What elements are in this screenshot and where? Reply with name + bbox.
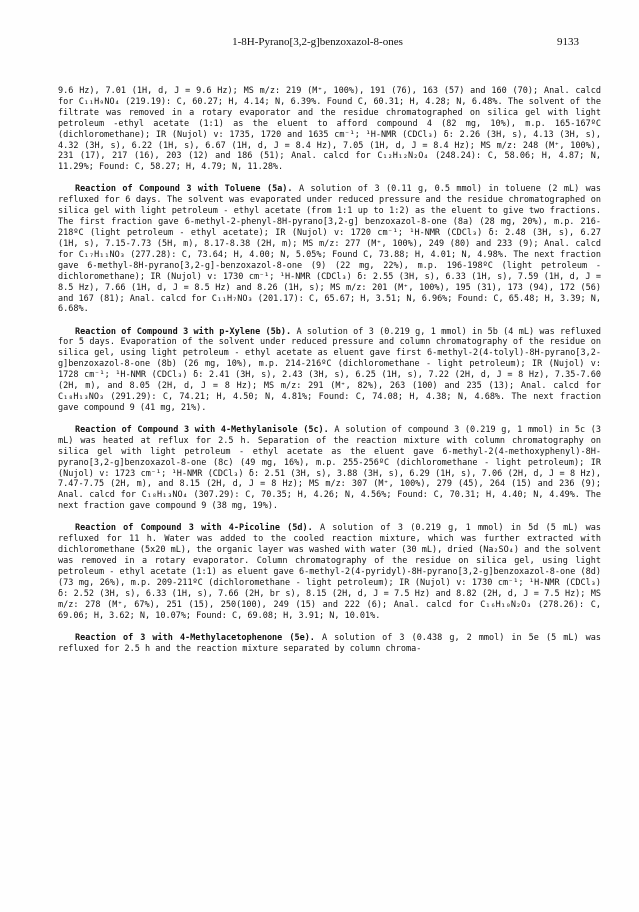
paragraph-methylanisole-reaction [58,425,601,512]
paragraph-heading: Reaction of 3 with 4-Methylacetophenone (5e). [75,632,315,643]
paragraph-text: A solution of 3 (0.219 g, 1 mmol) in 5d (5 mL) was refluxed for 11 h. Water was added to the cooled reaction mixture, which was further extracted with dichloromethane (5x20 mL), the organic layer was washed with water (30 mL), dried (Na₂SO₄) and the solvent was removed in a rotary evaporator. Column chromatography of the residue on silica gel, using light petroleum - ethyl acetate (1:1) as eluent gave 6-methyl-2(4-pyridyl)-8H-pyrano[3,2-g]benzoxazol-8-one (8d) (73 mg, 26%), m.p. 209-211ºC (dichloromethane - light petroleum); IR (Nujol) v: 1730 cm⁻¹; ¹H-NMR (CDCl₃) δ: 2.52 (3H, s), 6.33 (1H, s), 7.66 (2H, br s), 8.15 (2H, d, J = 7.5 Hz) and 8.82 (2H, d, J = 7.5 Hz); MS m/z: 278 (M⁺, 67%), 251 (15), 250(100), 249 (15) and 222 (6); Anal. calcd for C₁₆H₁₀N₂O₃ (278.26): C, 69.06; H, 3.62; N, 10.07%; Found: C, 69.08; H, 3.91; N, 10.01%. [58,523,601,621]
paragraph-methylacetophenone-reaction [58,633,601,655]
paragraph-heading: Reaction of Compound 3 with Toluene (5a). [75,184,293,195]
paragraph-picoline-reaction [58,523,601,621]
paragraph-text: A solution of 3 (0.11 g, 0.5 mmol) in toluene (2 mL) was refluxed for 6 days. The solvent was evaporated under reduced pressure and the residue chromatographed on silica gel with light petroleum - ethyl acetate (from 1:1 up to 1:2) as the eluent to give two fractions. The first fraction gave 6-methyl-2-phenyl-8H-pyrano[3,2-g] benzoxazol-8-one (8a) (28 mg, 20%), m.p. 216-218ºC (light petroleum - ethyl acetate); IR (Nujol) v: 1720 cm⁻¹; ¹H-NMR (CDCl₃) δ: 2.48 (3H, s), 6.27 (1H, s), 7.15-7.73 (5H, m), 8.17-8.38 (2H, m); MS m/z: 277 (M⁺, 100%), 249 (80) and 233 (9); Anal. calcd for C₁₇H₁₁NO₃ (277.28): C, 73.64; H, 4.00; N, 5.05%; Found C, 73.88; H, 4.01; N, 4.98%. The next fraction gave 6-methyl-8H-pyrano[3,2-g]-benzoxazol-8-one (9) (22 mg, 22%), m.p. 196-198ºC (light petroleum - dichloromethane); IR (Nujol) v: 1730 cm⁻¹; ¹H-NMR (CDCl₃) δ: 2.55 (3H, s), 6.33 (1H, s), 7.59 (1H, d, J = 8.5 Hz), 7.66 (1H, d, J = 8.5 Hz) and 8.26 (1H, s); MS m/z: 201 (M⁺, 100%), 195 (31), 173 (94), 172 (56) and 167 (81); Anal. calcd for C₁₁H₇NO₃ (201.17): C, 65.67; H, 3.51; N, 6.96%; Found: C, 65.48; H, 3.39; N, 6.68%. [58,184,601,315]
paragraph-text: 9.6 Hz), 7.01 (1H, d, J = 9.6 Hz); MS m/z: 219 (M⁺, 100%), 191 (76), 163 (57) and 160 (70); Anal. calcd for C₁₁H₉NO₄ (219.19): C, 60.27; H, 4.14; N, 6.39%. Found C, 60.31; H, 4.28; N, 6.48%. The solvent of the filtrate was removed in a rotary evaporator and the residue chromatographed on silica gel with light petroleum -ethyl acetate (1:1) as the eluent to afford compound 4 (82 mg, 10%), m.p. 165-167ºC (dichloromethane); IR (Nujol) v: 1735, 1720 and 1635 cm⁻¹; ¹H-NMR (CDCl₃) δ: 2.26 (3H, s), 4.13 (3H, s), 4.32 (3H, s), 6.22 (1H, s), 6.67 (1H, d, J = 8.4 Hz), 7.05 (1H, d, J = 8.4 Hz); MS m/z: 248 (M⁺, 100%), 231 (17), 217 (16), 203 (12) and 186 (51); Anal. calcd for C₁₂H₁₂N₂O₄ (248.24): C, 58.06; H, 4.87; N, 11.29%; Found: C, 58.27; H, 4.79; N, 11.28%. [58,86,601,173]
paragraph-p-xylene-reaction [58,327,601,414]
paragraph-continued [58,86,601,173]
paragraph-heading: Reaction of Compound 3 with 4-Methylanisole (5c). [75,424,329,435]
page-number: 9133 [557,36,579,48]
paragraph-text: A solution of 3 (0.438 g, 2 mmol) in 5e (5 mL) was refluxed for 2.5 h and the reaction mixture separated by column chroma- [58,632,601,654]
paragraph-text: A solution of 3 (0.219 g, 1 mmol) in 5b (4 mL) was refluxed for 5 days. Evaporation of the solvent under reduced pressure and column chromatography of the residue on silica gel, using light petroleum - ethyl acetate as eluent gave first 6-methyl-2(4-tolyl)-8H-pyrano[3,2-g]benzoxazol-8-one (8b) (26 mg, 10%), m.p. 214-216ºC (dichloromethane - light petroleum); IR (Nujol) v: 1728 cm⁻¹; ¹H-NMR (CDCl₃) δ: 2.41 (3H, s), 2.43 (3H, s), 6.25 (1H, s), 7.22 (2H, d, J = 8 Hz), 7.35-7.60 (2H, m), and 8.05 (2H, d, J = 8 Hz); MS m/z: 291 (M⁺, 82%), 263 (100) and 235 (13); Anal. calcd for C₁₈H₁₃NO₃ (291.29): C, 74.21; H, 4.50; N, 4.81%; Found: C, 74.08; H, 4.38; N, 4.68%. The next fraction gave compound 9 (41 mg, 21%). [58,326,601,413]
running-header [56,36,579,52]
article-body [58,86,601,655]
paragraph-text: A solution of compound 3 (0.219 g, 1 mmol) in 5c (3 mL) was heated at reflux for 2.5 h. Separation of the reaction mixture with column chromatography on silica gel with light petroleum - ethyl acetate as the eluent gave 6-methyl-2(4-methoxyphenyl)-8H-pyrano[3,2-g]benzoxazol-8-one (8c) (49 mg, 16%), m.p. 255-256ºC (dichloromethane - light petroleum); IR (Nujol) v: 1723 cm⁻¹; ¹H-NMR (CDCl₃) δ: 2.51 (3H, s), 3.88 (3H, s), 6.29 (1H, s), 7.06 (2H, d, J = 8 Hz), 7.47-7.75 (2H, m), and 8.15 (2H, d, J = 8 Hz); MS m/z: 307 (M⁺, 100%), 279 (45), 264 (15) and 236 (9); Anal. calcd for C₁₈H₁₃NO₄ (307.29): C, 70.35; H, 4.26; N, 4.56%; Found: C, 70.31; H, 4.40; N, 4.49%. The next fraction gave compound 9 (38 mg, 19%). [58,424,601,512]
paragraph-toluene-reaction [58,184,601,315]
paragraph-heading: Reaction of Compound 3 with 4-Picoline (5d). [75,523,313,534]
running-title: 1-8H-Pyrano[3,2-g]benzoxazol-8-ones [232,36,403,48]
paragraph-heading: Reaction of Compound 3 with p-Xylene (5b). [75,326,292,337]
